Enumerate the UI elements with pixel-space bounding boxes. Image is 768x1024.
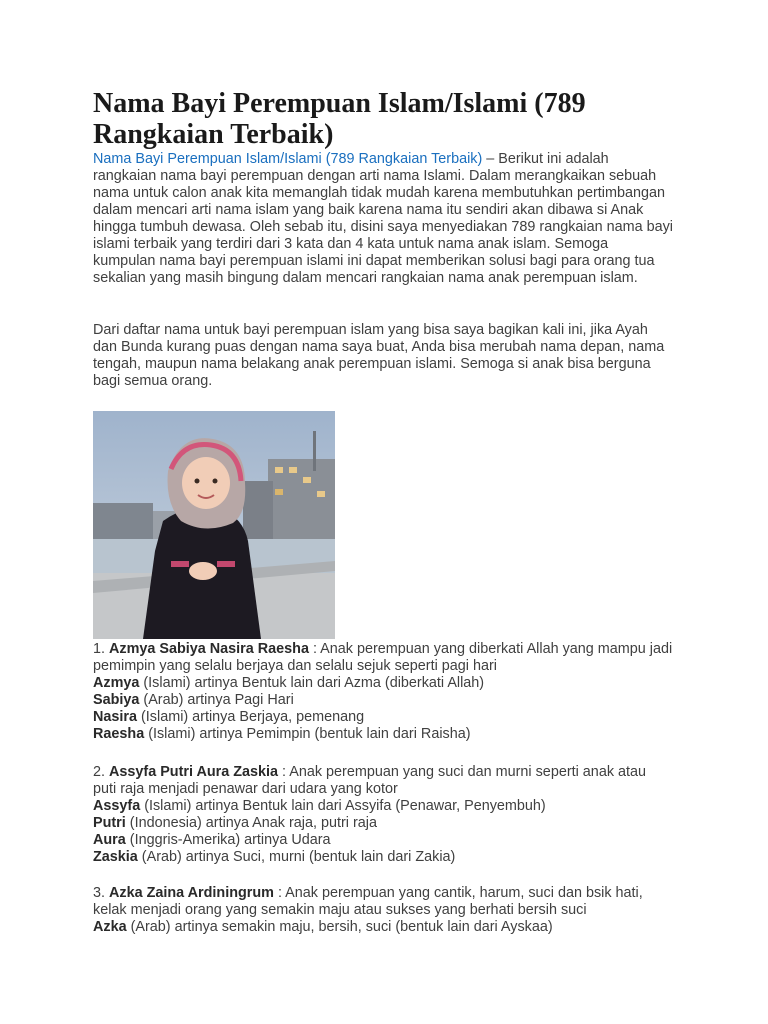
name-part [93,919,673,936]
part-meaning: (Islami) artinya Bentuk lain dari Azma (diberkati Allah) [139,675,485,691]
entry-name: Azka Zaina Ardiningrum [109,885,274,901]
name-part [93,726,673,743]
name-part [93,849,673,866]
name-entry-1 [93,641,673,743]
name-part [93,675,673,692]
part-word: Putri [93,815,126,831]
photo-illustration [93,411,335,639]
entry-description: : Anak perempuan yang diberkati Allah yang mampu jadi pemimpin yang selalu berjaya dan selalu sejuk seperti pagi hari [93,641,673,674]
name-entry-heading [93,764,673,798]
entry-number: 2. [93,764,109,780]
entry-description: : Anak perempuan yang suci dan murni seperti anak atau puti raja menjadi penawar dari udara yang kotor [93,764,647,797]
part-word: Azka [93,919,127,935]
part-meaning: (Arab) artinya Suci, murni (bentuk lain dari Zakia) [137,849,456,865]
girl-photo [93,411,335,639]
entry-description: : Anak perempuan yang cantik, harum, suci dan bsik hati, kelak menjadi orang yang semakin maju atau sukses yang berhati bersih suci [93,885,643,918]
part-meaning: (Indonesia) artinya Anak raja, putri raja [125,815,377,831]
name-part [93,692,673,709]
part-meaning: (Islami) artinya Pemimpin (bentuk lain dari Raisha) [144,726,471,742]
part-meaning: (Inggris-Amerika) artinya Udara [125,832,331,848]
part-meaning: (Islami) artinya Bentuk lain dari Assyifa (Penawar, Penyembuh) [140,798,546,814]
second-paragraph: Dari daftar nama untuk bayi perempuan islam yang bisa saya bagikan kali ini, jika Ayah dan Bunda kurang puas dengan nama saya buat, Anda bisa merubah nama depan, nama tengah, maupun nama belakang anak perempuan islami. Semoga si anak bisa berguna bagi semua orang. [93,322,665,389]
part-word: Nasira [93,709,138,725]
part-word: Raesha [93,726,145,742]
name-entry-2 [93,764,673,866]
part-word: Sabiya [93,692,140,708]
entry-number: 3. [93,885,109,901]
name-part [93,832,673,849]
intro-paragraph [93,151,673,287]
part-word: Azmya [93,675,140,691]
part-word: Aura [93,832,126,848]
name-part [93,709,673,726]
entry-name: Azmya Sabiya Nasira Raesha [109,641,309,657]
entry-number: 1. [93,641,109,657]
part-word: Assyfa [93,798,141,814]
entry-name: Assyfa Putri Aura Zaskia [109,764,279,780]
name-entry-heading [93,885,673,919]
name-part [93,815,673,832]
name-entry-heading [93,641,673,675]
part-meaning: (Arab) artinya Pagi Hari [139,692,294,708]
name-part [93,798,673,815]
page-title: Nama Bayi Perempuan Islam/Islami (789 Rangkaian Terbaik) [93,88,586,150]
intro-text: – Berikut ini adalah rangkaian nama bayi perempuan dengan arti nama Islami. Dalam merangkaikan sebuah nama untuk calon anak kita memanglah tidak mudah karena membutuhkan pertimbangan dalam mencari arti nama islam yang baik karena nama itu sendiri akan dibawa si Anak hingga tumbuh dewasa. Oleh sebab itu, disini saya menyediakan 789 rangkaian nama bayi islami terbaik yang terdiri dari 3 kata dan 4 kata untuk nama anak islam. Semoga kumpulan nama bayi perempuan islami ini dapat memberikan solusi bagi para orang tua sekalian yang masih bingung dalam mencari rangkaian nama anak perempuan islam. [93,151,673,286]
part-meaning: (Arab) artinya semakin maju, bersih, suci (bentuk lain dari Ayskaa) [126,919,553,935]
part-word: Zaskia [93,849,138,865]
name-entry-3 [93,885,673,936]
part-meaning: (Islami) artinya Berjaya, pemenang [137,709,365,725]
title-link[interactable]: Nama Bayi Perempuan Islam/Islami (789 Rangkaian Terbaik) [93,151,483,167]
